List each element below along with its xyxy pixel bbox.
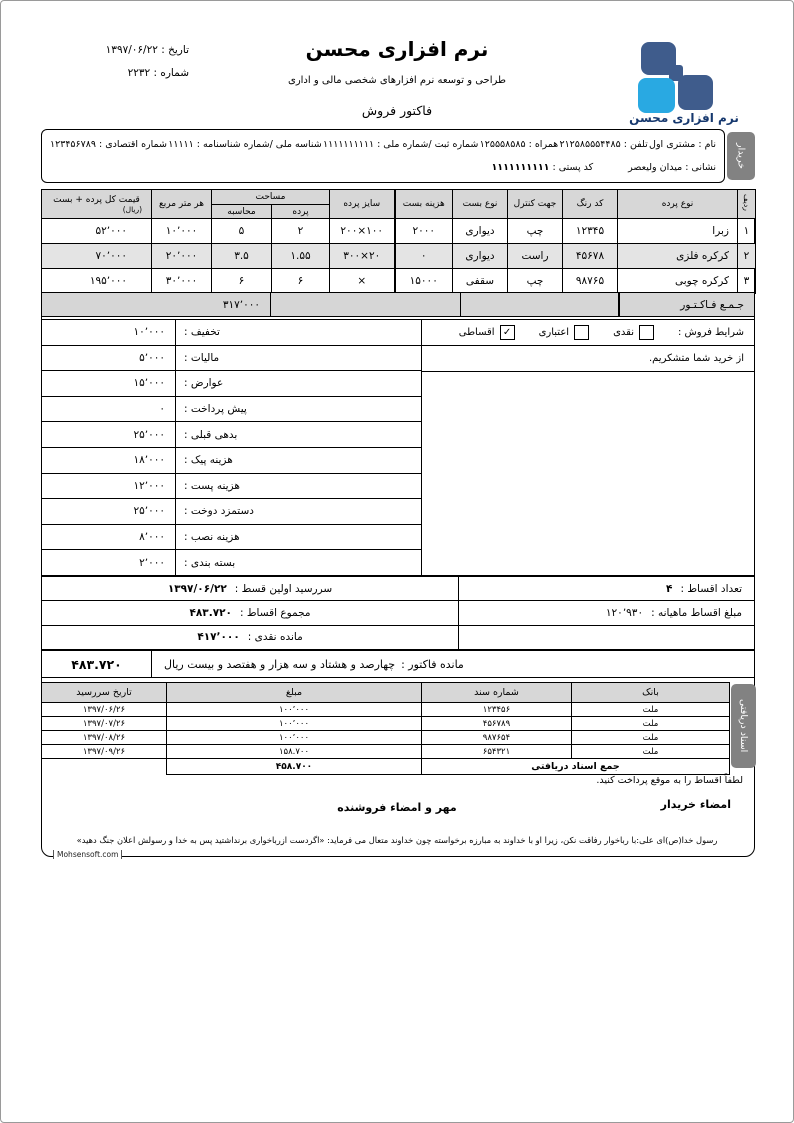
item-index: ۳ (738, 269, 756, 294)
col-doc-number-header: شماره سند (422, 683, 572, 703)
check-icon: ✓ (502, 326, 512, 338)
receipt-row (42, 745, 730, 759)
receipt-amount: ۱۰۰٬۰۰۰ (167, 703, 422, 717)
item-row (42, 219, 756, 244)
item-area-curtain: ۲ (272, 219, 330, 244)
charge-row (42, 499, 421, 525)
receipts-table (41, 682, 730, 775)
items-header-row (42, 190, 756, 205)
invoice-balance-row (41, 650, 755, 678)
thanks-row (422, 346, 754, 372)
receipt-amount: ۱۵۸.۷۰۰ (167, 745, 422, 759)
item-total: ۵۲٬۰۰۰ (42, 219, 152, 244)
invoice-sum-row (41, 292, 755, 317)
item-type: کرکره فلزی (618, 244, 738, 269)
charge-row (42, 422, 421, 448)
charge-value: ۱۰٬۰۰۰ (133, 326, 165, 339)
charge-value: ۱۸٬۰۰۰ (133, 454, 165, 467)
term-option-label: نقدی (613, 327, 634, 338)
charge-value: ۵٬۰۰۰ (139, 351, 165, 364)
item-area-calc: ۶ (212, 269, 272, 294)
invoice-balance-amount: ۴۸۳.۷۲۰ (42, 651, 152, 677)
receipt-row (42, 717, 730, 731)
charge-row (42, 320, 421, 346)
credit-checkbox[interactable] (574, 325, 589, 340)
receipt-doc-number: ۴۵۶۷۸۹ (422, 717, 572, 731)
charge-label: تخفیف : (175, 320, 421, 345)
charge-value: ۱۲٬۰۰۰ (133, 479, 165, 492)
item-area-calc: ۳.۵ (212, 244, 272, 269)
buyer-postal-code: کد پستی : ۱۱۱۱۱۱۱۱۱۱ (491, 162, 594, 173)
item-per-meter: ۳۰٬۰۰۰ (152, 269, 212, 294)
receipt-bank: ملت (572, 703, 730, 717)
buyer-tab: خریدار (727, 132, 755, 180)
col-fastener-cost-header: هزینه بست (395, 190, 453, 219)
invoice-sum-amount: ۳۱۷٬۰۰۰ (222, 298, 260, 311)
charge-label: بدهی قبلی : (175, 422, 421, 447)
col-area-curtain-header: پرده (272, 205, 330, 219)
col-total-header: قیمت کل پرده + بست (ریال) (42, 190, 152, 219)
invoice-balance-words: چهارصد و هشتاد و سه هزار و هفتصد و بیست ریال (164, 657, 396, 671)
item-area-curtain: ۶ (272, 269, 330, 294)
col-fastener-header: نوع بست (453, 190, 508, 219)
installment-checkbox[interactable] (500, 325, 515, 340)
buyer-phone: تلفن : ۲۱۲۵۸۵۵۵۴۴۸۵ (559, 139, 648, 150)
cash-balance: مانده نقدی : ۴۱۷٬۰۰۰ (197, 631, 303, 644)
installment-row (42, 577, 754, 601)
col-color-header: کد رنگ (563, 190, 618, 219)
footer-quote: رسول خدا(ص)ای علی:با رباخوار رفاقت نکن، زیرا او با خداوند به مبارزه برخواسته چون خداوند متعال می فرماید: «اگردست ازرباخواری برنداشتید پس به خدا و رسولش اعلان جنگ دهید» (76, 835, 718, 845)
receipt-row (42, 731, 730, 745)
monthly-installment-amount: مبلغ اقساط ماهیانه : ۱۲۰٬۹۳۰ (458, 601, 754, 624)
invoice-number (51, 62, 189, 85)
item-fastener-type: دیواری (453, 244, 508, 269)
buyer-registration: شماره ثبت /شماره ملی : ۱۱۱۱۱۱۱۱۱۱ (323, 139, 479, 150)
receipts-total-label: جمع اسناد دریافتی (422, 759, 730, 775)
charge-label: بسته بندی : (175, 550, 421, 575)
seller-signature-label: مهر و امضاء فروشنده (337, 801, 457, 814)
charge-value: ۸٬۰۰۰ (139, 531, 165, 544)
installments-box (41, 576, 755, 650)
charges-box (41, 319, 422, 576)
charge-value: ۲۵٬۰۰۰ (133, 428, 165, 441)
document-title: فاکتور فروش (361, 103, 433, 118)
col-total-unit: (ریال) (122, 204, 142, 214)
website-label: Mohsensoft.com (53, 850, 122, 859)
receipt-bank: ملت (572, 745, 730, 759)
cash-checkbox[interactable] (639, 325, 654, 340)
charge-label: هزینه نصب : (175, 525, 421, 550)
charge-row (42, 474, 421, 500)
item-fastener-type: دیواری (453, 219, 508, 244)
number-value: ۲۲۳۲ (127, 67, 151, 79)
installment-row (42, 601, 754, 625)
term-option-cash (613, 325, 654, 340)
item-control-side: چپ (508, 219, 563, 244)
term-option-installment (459, 325, 515, 340)
company-subtitle: طراحی و توسعه نرم افزارهای شخصی مالی و اداری (288, 75, 506, 86)
charge-label: هزینه پست : (175, 474, 421, 499)
receipt-bank: ملت (572, 717, 730, 731)
receipt-due-date: ۱۳۹۷/۰۷/۲۶ (42, 717, 167, 731)
item-control-side: راست (508, 244, 563, 269)
item-area-calc: ۵ (212, 219, 272, 244)
col-bank-header: بانک (572, 683, 730, 703)
sum-empty-cell (460, 293, 618, 316)
receipt-row (42, 703, 730, 717)
receipt-doc-number: ۹۸۷۶۵۴ (422, 731, 572, 745)
term-option-label: اقساطی (458, 327, 495, 338)
charge-value: ۲۵٬۰۰۰ (133, 505, 165, 518)
buyer-line-1 (50, 133, 716, 156)
buyer-national-id: شناسه ملی /شماره شناسنامه : ۱۱۱۱۱ (168, 139, 322, 150)
term-option-label: اعتباری (538, 327, 570, 338)
charge-row (42, 525, 421, 551)
item-size: ۱۰۰×۲۰۰ (330, 219, 395, 244)
receipt-doc-number: ۶۵۴۳۲۱ (422, 745, 572, 759)
charge-label: مالیات : (175, 346, 421, 371)
col-area-header: مساحت (212, 190, 330, 205)
receipt-due-date: ۱۳۹۷/۰۹/۲۶ (42, 745, 167, 759)
receipt-bank: ملت (572, 731, 730, 745)
charge-row (42, 550, 421, 575)
item-size: × (330, 269, 395, 294)
invoice-sum-label: جـمـع فـاکـتـور (618, 293, 754, 316)
item-index: ۲ (738, 244, 756, 269)
sale-terms-label: شرایط فروش : (677, 327, 744, 338)
invoice-meta (51, 39, 189, 85)
payment-note: لطفاً اقساط را به موقع پرداخت کنید. (596, 775, 743, 786)
col-area-calc-header: محاسبه (212, 205, 272, 219)
col-type-header: نوع پرده (618, 190, 738, 219)
item-fastener-cost: ۱۵۰۰۰ (395, 269, 453, 294)
item-row (42, 269, 756, 294)
item-color-code: ۱۲۳۴۵ (563, 219, 618, 244)
term-option-credit (539, 325, 589, 340)
receipt-due-date: ۱۳۹۷/۰۶/۲۶ (42, 703, 167, 717)
col-amount-header: مبلغ (167, 683, 422, 703)
item-area-curtain: ۱.۵۵ (272, 244, 330, 269)
sale-terms-box (421, 319, 755, 576)
installments-sum: مجموع اقساط : ۴۸۳.۷۲۰ (189, 606, 311, 619)
item-type: کرکره چوبی (618, 269, 738, 294)
charge-label: عوارض : (175, 371, 421, 396)
thanks-message: از خرید شما متشکریم. (648, 353, 744, 364)
col-control-header: جهت کنترل (508, 190, 563, 219)
logo-square-dark-right-icon (678, 75, 713, 110)
item-color-code: ۹۸۷۶۵ (563, 269, 618, 294)
buyer-line-2 (50, 156, 716, 179)
charge-label: هزینه پیک : (175, 448, 421, 473)
receipts-total-row (42, 759, 730, 775)
item-size: ۲۰×۳۰۰ (330, 244, 395, 269)
col-per-meter-header: هر متر مربع (152, 190, 212, 219)
item-fastener-cost: ۲۰۰۰ (395, 219, 453, 244)
item-per-meter: ۲۰٬۰۰۰ (152, 244, 212, 269)
receipt-amount: ۱۰۰٬۰۰۰ (167, 717, 422, 731)
item-fastener-cost: ۰ (395, 244, 453, 269)
item-control-side: چپ (508, 269, 563, 294)
item-type: زبرا (618, 219, 738, 244)
item-row (42, 244, 756, 269)
empty-cell (42, 759, 167, 775)
buyer-mobile: همراه : ۱۲۵۵۵۸۵۸۵ (479, 139, 559, 150)
item-total: ۱۹۵٬۰۰۰ (42, 269, 152, 294)
item-total: ۷۰٬۰۰۰ (42, 244, 152, 269)
receipt-doc-number: ۱۲۳۴۵۶ (422, 703, 572, 717)
col-due-date-header: تاریخ سررسید (42, 683, 167, 703)
charge-value: ۲٬۰۰۰ (139, 556, 165, 569)
charge-row (42, 371, 421, 397)
item-per-meter: ۱۰٬۰۰۰ (152, 219, 212, 244)
buyer-economic-code: شماره اقتصادی : ۱۲۳۴۵۶۷۸۹ (50, 139, 167, 150)
item-color-code: ۴۵۶۷۸ (563, 244, 618, 269)
logo-square-light-icon (638, 78, 675, 113)
buyer-signature-label: امضاء خریدار (660, 798, 731, 811)
receipt-amount: ۱۰۰٬۰۰۰ (167, 731, 422, 745)
receipt-due-date: ۱۳۹۷/۰۸/۲۶ (42, 731, 167, 745)
item-fastener-type: سقفی (453, 269, 508, 294)
receipts-total-amount: ۴۵۸.۷۰۰ (167, 759, 422, 775)
empty-cell (458, 626, 754, 649)
installment-row (42, 626, 754, 649)
number-label: شماره : (153, 67, 189, 79)
items-table (41, 189, 756, 294)
invoice-balance-label: مانده فاکتور : (401, 657, 464, 671)
charge-row (42, 346, 421, 372)
buyer-address: نشانی : میدان ولیعصر (628, 162, 716, 173)
buyer-info-box (41, 129, 725, 183)
receipts-header-row (42, 683, 730, 703)
buyer-name: نام : مشتری اول (649, 139, 716, 150)
date-value: ۱۳۹۷/۰۶/۲۲ (105, 44, 158, 56)
charge-row (42, 448, 421, 474)
charge-value: ۰ (159, 403, 165, 416)
date-label: تاریخ : (161, 44, 189, 56)
charge-value: ۱۵٬۰۰۰ (133, 377, 165, 390)
invoice-date (51, 39, 189, 62)
first-installment-due: سررسید اولین قسط : ۱۳۹۷/۰۶/۲۲ (167, 582, 333, 595)
company-logo (611, 27, 757, 125)
logo-caption: نرم افزاری محسن (629, 111, 739, 125)
sum-empty-cell (270, 293, 460, 316)
col-row-header: ردیف (738, 190, 756, 219)
charge-label: دستمزد دوخت : (175, 499, 421, 524)
installment-count: تعداد اقساط : ۴ (458, 577, 754, 600)
sale-terms-row (422, 320, 754, 346)
company-title: نرم افزاری محسن (305, 37, 489, 61)
receipts-tab: اسناد دریافتی (731, 684, 756, 768)
invoice-balance-text (152, 651, 754, 677)
charge-row (42, 397, 421, 423)
charge-label: پیش پرداخت : (175, 397, 421, 422)
item-index: ۱ (738, 219, 756, 244)
col-size-header: سایز پرده (330, 190, 395, 219)
